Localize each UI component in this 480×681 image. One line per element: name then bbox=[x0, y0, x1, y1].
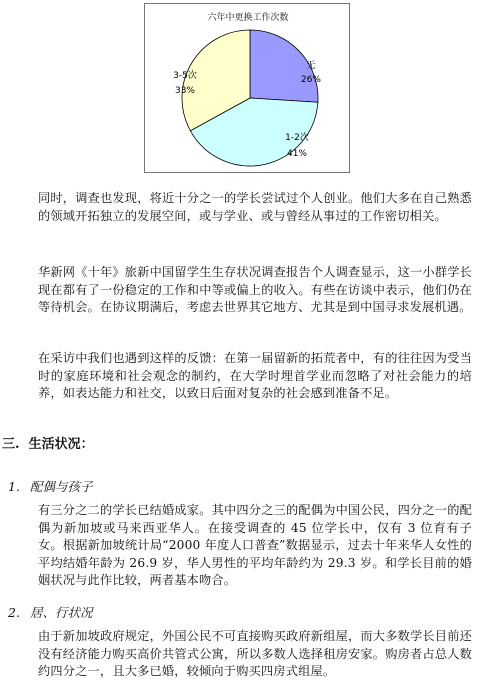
subsection-number: 1. bbox=[8, 479, 20, 494]
slice-label: 无 bbox=[306, 61, 316, 71]
slice-value-label: 41% bbox=[286, 149, 308, 159]
slice-value-label: 26% bbox=[300, 75, 322, 85]
pie-chart bbox=[144, 3, 350, 173]
subsection-2-text: 由于新加坡政府规定，外国公民不可直接购买政府新组屋，而大多数学长目前还没有经济能力购买高价共管式公寓，所以多数人选择租房安家。购房者占总人数约四分之一，且大多已婚，较倾向于购买四房式组屋。 bbox=[38, 629, 472, 678]
section-heading bbox=[2, 436, 94, 454]
slice-label: 1-2次 bbox=[285, 133, 309, 143]
pie-chart-svg bbox=[145, 4, 351, 174]
subsection-title: 居、行状况 bbox=[30, 605, 93, 620]
paragraph-1: 同时，调查也发现，将近十分之一的学长尝试过个人创业。他们大多在自己熟悉的领域开拓独立的发展空间，或与学业、或与曾经从事过的工作密切相关。 bbox=[38, 191, 472, 223]
subsection-title: 配偶与孩子 bbox=[30, 479, 93, 494]
chart-title: 六年中更换工作次数 bbox=[207, 13, 289, 23]
paragraph-3: 在采访中我们也遇到这样的反馈：在第一届留新的拓荒者中，有的往往因为受当时的家庭环境和社会观念的制约，在大学时埋首学业而忽略了对社会能力的培养，如表达能力和社交，以致日后面对复杂的社会感到准备不足。 bbox=[38, 351, 472, 400]
subsection-heading-2 bbox=[8, 604, 93, 622]
paragraph-2: 华新网《十年》旅新中国留学生生存状况调查报告个人调查显示，这一小群学长现在都有了一份稳定的工作和中等或偏上的收入。有些在访谈中表示，他们仍在等待机会。在协议期满后，考虑去世界其它地方、尤其是到中国寻求发展机遇。 bbox=[38, 265, 472, 314]
subsection-1-text: 有三分之二的学长已结婚成家。其中四分之三的配偶为中国公民，四分之一的配偶为新加坡或马来西亚华人。在接受调查的 45 位学长中，仅有 3 位育有子女。根据新加坡统计局“2000 年度人口普查”数据显示，过去十年来华人女性的平均结婚年龄为 26.9 岁，华人男性的平均年龄约为 29.3 岁。和学长目前的婚姻状况与此作比较，两者基本吻合。 bbox=[38, 503, 472, 587]
slice-value-label: 33% bbox=[174, 86, 196, 96]
section-number: 三. bbox=[2, 437, 20, 452]
subsection-number: 2. bbox=[8, 605, 20, 620]
slice-label: 3-5次 bbox=[173, 71, 197, 81]
section-title: 生活状况： bbox=[28, 437, 94, 452]
subsection-heading-1 bbox=[8, 478, 93, 496]
